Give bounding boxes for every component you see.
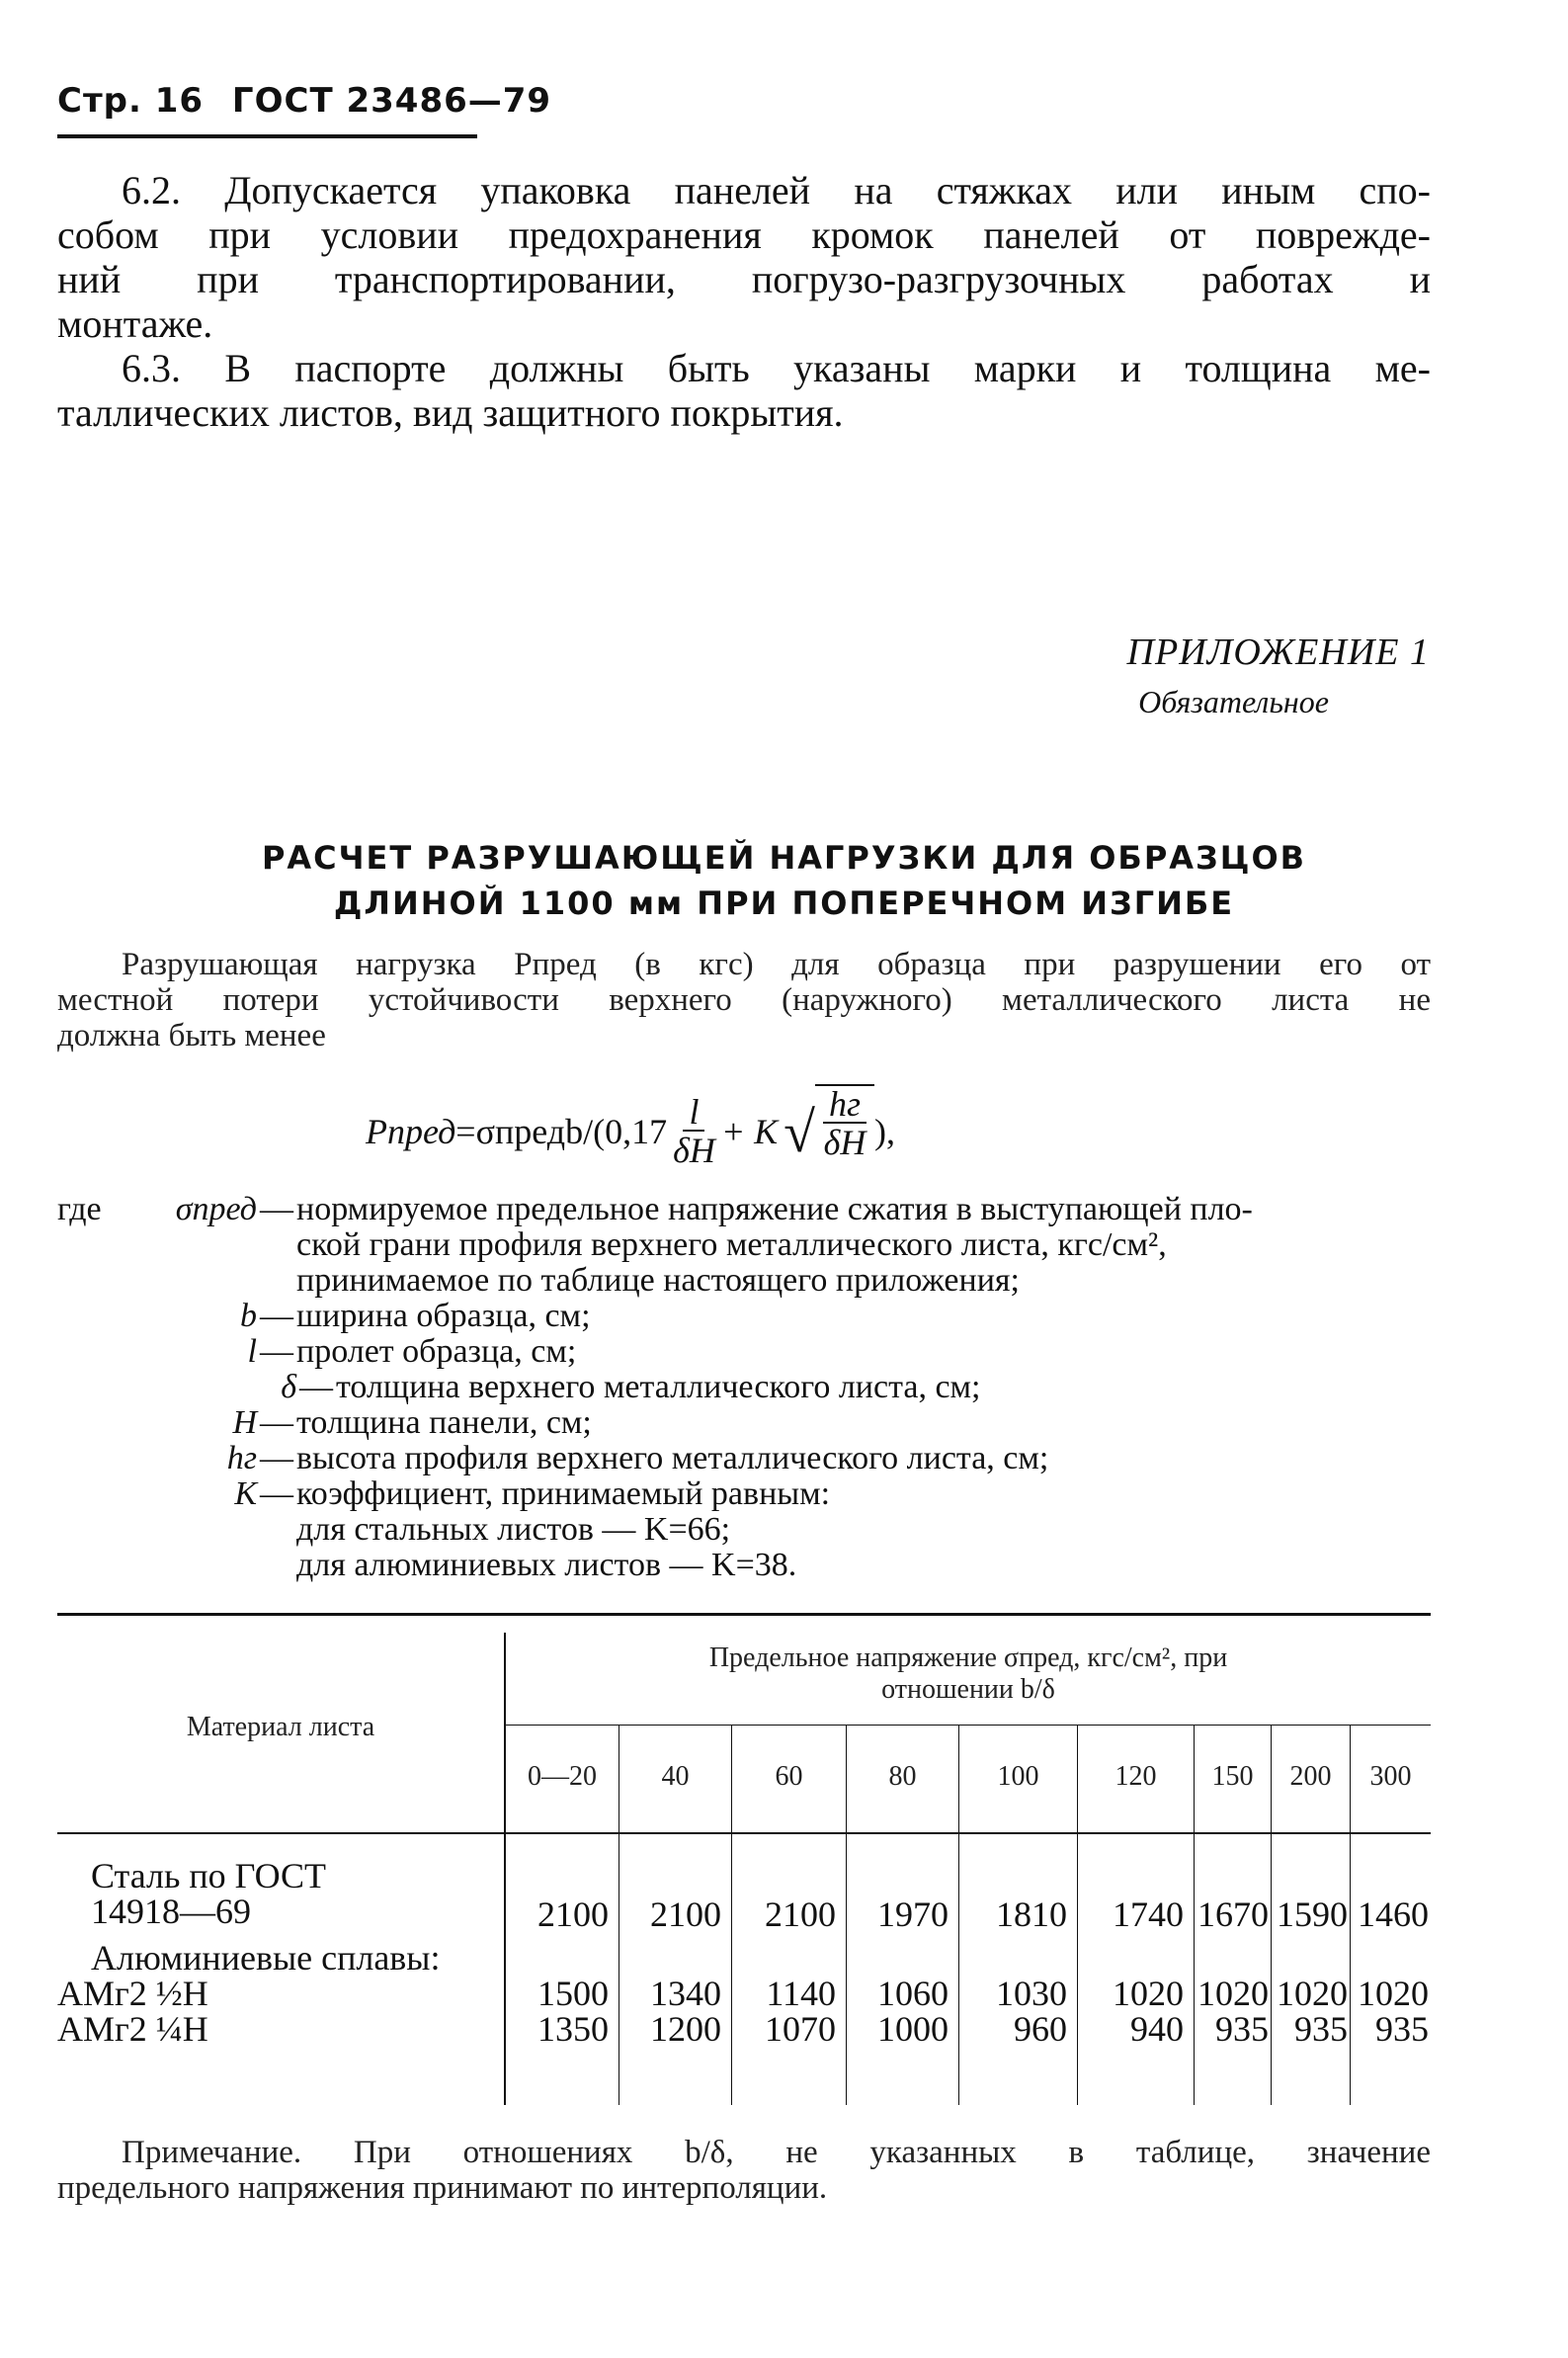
table-cell: 960 — [1014, 2009, 1067, 2049]
appendix-subtitle: Обязательное — [1138, 684, 1329, 719]
definition-text: для алюминиевых листов — K=38. — [296, 1547, 797, 1583]
formula-plus-k: + K — [720, 1112, 779, 1151]
text-line: Разрушающая нагрузка Pпред (в кгс) для образца при разрушении его от — [122, 947, 1431, 982]
definition-dash: — — [260, 1440, 293, 1476]
stress-column-header — [506, 1642, 1431, 1706]
section-heading — [0, 835, 1568, 926]
definition-row — [138, 1334, 1433, 1370]
text-line: монтаже. — [57, 301, 213, 346]
definition-symbol — [138, 1263, 257, 1299]
table-cell: 2100 — [650, 1895, 721, 1934]
formula-lhs: Pпред — [366, 1112, 456, 1151]
formula-eq: =σпредb/(0,17 — [455, 1112, 668, 1151]
definitions-list — [138, 1192, 1433, 1583]
heading-line: ДЛИНОЙ 1100 мм ПРИ ПОПЕРЕЧНОМ ИЗГИБЕ — [333, 884, 1235, 922]
ratio-header: 300 — [1369, 1761, 1412, 1792]
sqrt-icon: √ — [784, 1099, 815, 1164]
material-column-header: Материал листа — [186, 1712, 375, 1742]
text-line: местной потери устойчивости верхнего (наружного) металлического листа не — [57, 982, 1431, 1018]
text-line: 6.3. В паспорте должны быть указаны марки и толщина ме- — [122, 346, 1431, 390]
text-line: собом при условии предохранения кромок панелей от поврежде- — [57, 212, 1431, 257]
definition-symbol — [138, 1548, 257, 1583]
table-cell: 1060 — [877, 1974, 949, 2013]
ratio-header: 40 — [661, 1761, 690, 1792]
ratio-header: 200 — [1289, 1761, 1332, 1792]
definition-row — [138, 1548, 1433, 1583]
definition-text: ширина образца, см; — [296, 1298, 591, 1334]
table-cell: 1020 — [1277, 1974, 1348, 2013]
definition-text: для стальных листов — K=66; — [296, 1511, 731, 1548]
definition-row — [138, 1299, 1433, 1334]
fraction-numerator: l — [683, 1094, 704, 1132]
definition-text: ской грани профиля верхнего металлического листа, кгс/см², — [296, 1226, 1167, 1263]
table-cell: 1020 — [1197, 1974, 1269, 2013]
definition-dash: — — [260, 1298, 293, 1334]
table-cell: 935 — [1375, 2009, 1429, 2049]
label-line: Сталь по ГОСТ — [91, 1856, 327, 1895]
formula — [366, 1084, 896, 1176]
where-label: где — [57, 1191, 102, 1227]
table-subheader-rule — [504, 1725, 1431, 1726]
table-cell: 1970 — [877, 1895, 949, 1934]
text-line: ний при транспортировании, погрузо-разгрузочных работах и — [57, 257, 1431, 301]
definition-row — [138, 1441, 1433, 1476]
header-line: Предельное напряжение σпред, кгс/см², при — [708, 1642, 1228, 1673]
ratio-header: 100 — [997, 1761, 1039, 1792]
text-line: таллических листов, вид защитного покрытия. — [57, 390, 844, 435]
fraction-l-over-dh — [673, 1094, 715, 1169]
definition-row — [138, 1227, 1433, 1263]
definition-symbol — [138, 1512, 257, 1548]
label-line: 14918—69 — [91, 1892, 251, 1931]
table-cell: 940 — [1130, 2009, 1184, 2049]
table-cell: 2100 — [765, 1895, 836, 1934]
definition-dash: — — [260, 1404, 293, 1441]
definition-symbol: δ — [281, 1369, 296, 1405]
fraction-denominator: δH — [673, 1131, 715, 1170]
fraction-denominator: δH — [823, 1123, 867, 1162]
definition-dash — [257, 1227, 296, 1263]
table-top-rule — [57, 1613, 1431, 1616]
table-cell: 1020 — [1358, 1974, 1429, 2013]
note-line: Примечание. При отношениях b/δ, не указанных в таблице, значение — [122, 2135, 1431, 2170]
definition-dash — [257, 1548, 296, 1583]
table-row-label: АМг2 ½Н — [57, 1974, 208, 2013]
table-cell: 1810 — [996, 1895, 1067, 1934]
definition-symbol: σпред — [175, 1191, 257, 1227]
page-number: Стр. 16 — [57, 81, 205, 121]
definition-text: принимаемое по таблице настоящего приложения; — [296, 1262, 1020, 1299]
definition-symbol: H — [232, 1404, 257, 1441]
text-line: 6.2. Допускается упаковка панелей на стяжках или иным спо- — [122, 168, 1431, 212]
table-cell: 1670 — [1197, 1895, 1269, 1934]
ratio-header: 60 — [775, 1761, 803, 1792]
paragraph-6-2 — [57, 168, 1431, 346]
table-cell: 1340 — [650, 1974, 721, 2013]
intro-paragraph — [57, 947, 1431, 1053]
definition-row — [138, 1370, 1433, 1405]
table-note — [57, 2135, 1431, 2206]
formula-tail: ), — [874, 1112, 896, 1151]
heading-line: РАСЧЕТ РАЗРУШАЮЩЕЙ НАГРУЗКИ ДЛЯ ОБРАЗЦОВ — [261, 839, 1307, 877]
definition-dash — [257, 1512, 296, 1548]
definition-text: нормируемое предельное напряжение сжатия в выступающей пло- — [296, 1191, 1253, 1227]
ratio-header: 80 — [888, 1761, 917, 1792]
text-line: должна быть менее — [57, 1018, 326, 1053]
definition-symbol: hг — [226, 1440, 257, 1476]
appendix-title: ПРИЛОЖЕНИЕ 1 — [1126, 632, 1430, 673]
definition-dash — [257, 1263, 296, 1299]
definition-dash: — — [260, 1475, 293, 1512]
definition-text: пролет образца, см; — [296, 1333, 577, 1370]
table-header-rule — [57, 1832, 1431, 1834]
definition-text: коэффициент, принимаемый равным: — [296, 1475, 831, 1512]
definition-symbol: l — [247, 1333, 257, 1370]
table-cell: 935 — [1215, 2009, 1269, 2049]
definition-text: высота профиля верхнего металлического листа, см; — [296, 1440, 1049, 1476]
fraction-numerator: hг — [823, 1086, 867, 1124]
definition-row — [138, 1512, 1433, 1548]
table-cell: 1140 — [766, 1974, 836, 2013]
definition-dash: — — [260, 1333, 293, 1370]
table-cell: 1070 — [765, 2009, 836, 2049]
definition-row — [138, 1476, 1433, 1512]
table-cell: 1590 — [1277, 1895, 1348, 1934]
paragraph-6-3 — [57, 346, 1431, 435]
definition-row — [138, 1192, 1433, 1227]
fraction-hg-over-dh — [815, 1084, 874, 1161]
definition-row — [138, 1405, 1433, 1441]
table-cell: 935 — [1294, 2009, 1348, 2049]
table-row-label: АМг2 ¼Н — [57, 2009, 208, 2049]
definition-row — [138, 1263, 1433, 1299]
table-cell: 1460 — [1358, 1895, 1429, 1934]
table-row-label: Алюминиевые сплавы: — [91, 1938, 441, 1978]
note-line: предельного напряжения принимают по интерполяции. — [57, 2170, 828, 2206]
ratio-header: 0—20 — [528, 1761, 597, 1792]
table-cell: 1350 — [537, 2009, 609, 2049]
ratio-header: 120 — [1114, 1761, 1157, 1792]
table-cell: 2100 — [537, 1895, 609, 1934]
header-line: отношении b/δ — [881, 1674, 1055, 1705]
definition-dash: — — [299, 1369, 333, 1405]
table-cell: 1200 — [650, 2009, 721, 2049]
table-cell: 1000 — [877, 2009, 949, 2049]
ratio-header: 150 — [1211, 1761, 1254, 1792]
table-cell: 1740 — [1113, 1895, 1184, 1934]
table-cell: 1500 — [537, 1974, 609, 2013]
table-cell: 1020 — [1113, 1974, 1184, 2013]
definition-dash: — — [260, 1191, 293, 1227]
table-row-label — [91, 1858, 326, 1929]
definition-symbol — [138, 1227, 257, 1263]
standard-code: ГОСТ 23486—79 — [231, 81, 552, 121]
definition-symbol: b — [240, 1298, 257, 1334]
definition-text: толщина верхнего металлического листа, см; — [336, 1369, 981, 1405]
page-header — [57, 81, 551, 121]
definition-symbol: K — [234, 1475, 257, 1512]
header-rule — [57, 134, 477, 138]
table-cell: 1030 — [996, 1974, 1067, 2013]
definition-text: толщина панели, см; — [296, 1404, 592, 1441]
